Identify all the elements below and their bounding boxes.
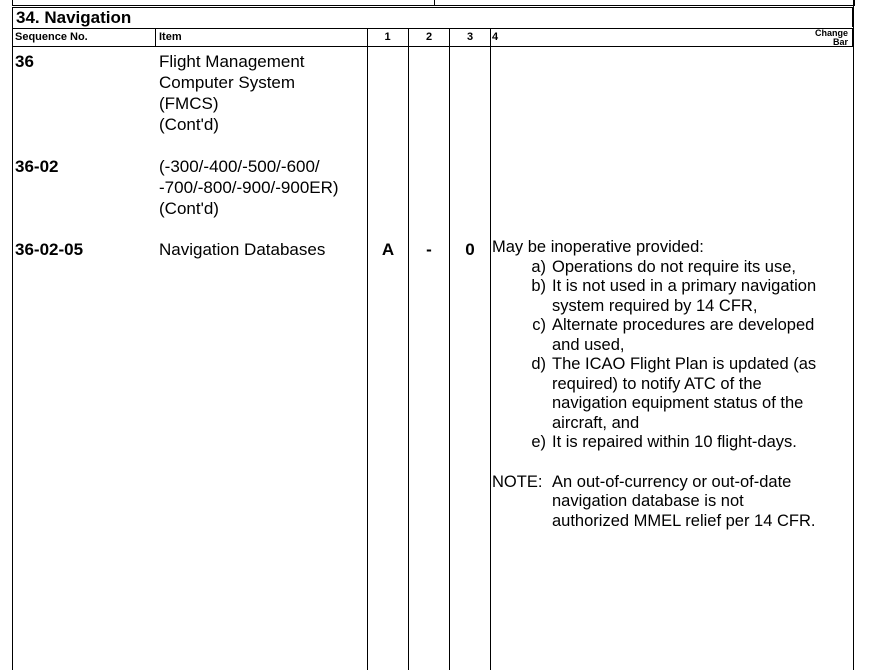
- remarks-block: [492, 238, 822, 531]
- grid-line-item-c1: [367, 28, 368, 670]
- condition-item: [522, 277, 822, 316]
- row-item-36: [159, 51, 359, 135]
- condition-text: It is not used in a primary navigation system required by 14 CFR,: [552, 277, 817, 315]
- row-item-36-02: [159, 156, 364, 219]
- col-header-2: 2: [425, 31, 433, 43]
- section-title: 34. Navigation: [12, 7, 853, 27]
- col-header-change-bar: [802, 29, 848, 47]
- row-sequence-36-02-05: 36-02-05: [15, 240, 84, 259]
- condition-label: a): [531, 257, 546, 276]
- item-line: (FMCS): [159, 94, 219, 113]
- remarks-lead: May be inoperative provided:: [492, 238, 704, 256]
- grid-line-c2-c3: [449, 28, 450, 670]
- top-border-strip: [12, 0, 855, 6]
- change-bar-label-line2: Bar: [832, 37, 848, 47]
- remarks-note: [492, 473, 822, 532]
- grid-line-left: [12, 7, 13, 670]
- item-line: (-300/-400/-500/-600/: [159, 157, 320, 176]
- note-label: NOTE:: [492, 472, 543, 491]
- condition-label: c): [532, 316, 546, 334]
- grid-line-c3-c4: [490, 28, 491, 670]
- item-line: -700/-800/-900/-900ER): [159, 178, 339, 197]
- item-line: (Cont'd): [159, 199, 219, 218]
- grid-line-right: [853, 0, 854, 670]
- note-text: An out-of-currency or out-of-date navigation database is not authorized MMEL relief per 14 CFR.: [552, 472, 816, 530]
- item-line: Computer System: [159, 73, 296, 92]
- condition-item: [522, 258, 822, 278]
- grid-line-c1-c2: [408, 28, 409, 670]
- grid-line-seq-item: [155, 28, 156, 47]
- item-line: Flight Management: [159, 52, 305, 71]
- condition-text: The ICAO Flight Plan is updated (as required) to notify ATC of the navigation equipment status of the aircraft, and: [552, 355, 817, 432]
- condition-text: Operations do not require its use,: [552, 257, 796, 276]
- condition-item: [522, 316, 822, 355]
- col-header-3: 3: [466, 31, 474, 43]
- col-header-sequence: Sequence No.: [15, 31, 88, 43]
- row-sequence-36-02: 36-02: [15, 157, 59, 176]
- row-sequence-36: 36: [15, 52, 34, 71]
- condition-text: It is repaired within 10 flight-days.: [552, 433, 797, 451]
- repair-interval: A: [381, 240, 395, 259]
- top-tick-divider: [434, 0, 435, 5]
- condition-item: [522, 355, 822, 433]
- condition-text: Alternate procedures are developed and used,: [552, 316, 815, 354]
- number-installed: -: [426, 240, 432, 259]
- col-header-1: 1: [384, 31, 391, 43]
- condition-label: e): [531, 433, 546, 451]
- change-bar-label-line1: Change: [814, 28, 848, 38]
- condition-label: b): [531, 277, 546, 295]
- item-line: (Cont'd): [159, 115, 219, 134]
- col-header-item: Item: [159, 31, 182, 43]
- col-header-4: 4: [492, 31, 499, 43]
- condition-item: [522, 433, 822, 453]
- mmel-page: [12, 0, 855, 670]
- row-item-36-02-05: Navigation Databases: [159, 240, 326, 259]
- condition-label: d): [531, 355, 546, 373]
- number-required: 0: [465, 240, 475, 259]
